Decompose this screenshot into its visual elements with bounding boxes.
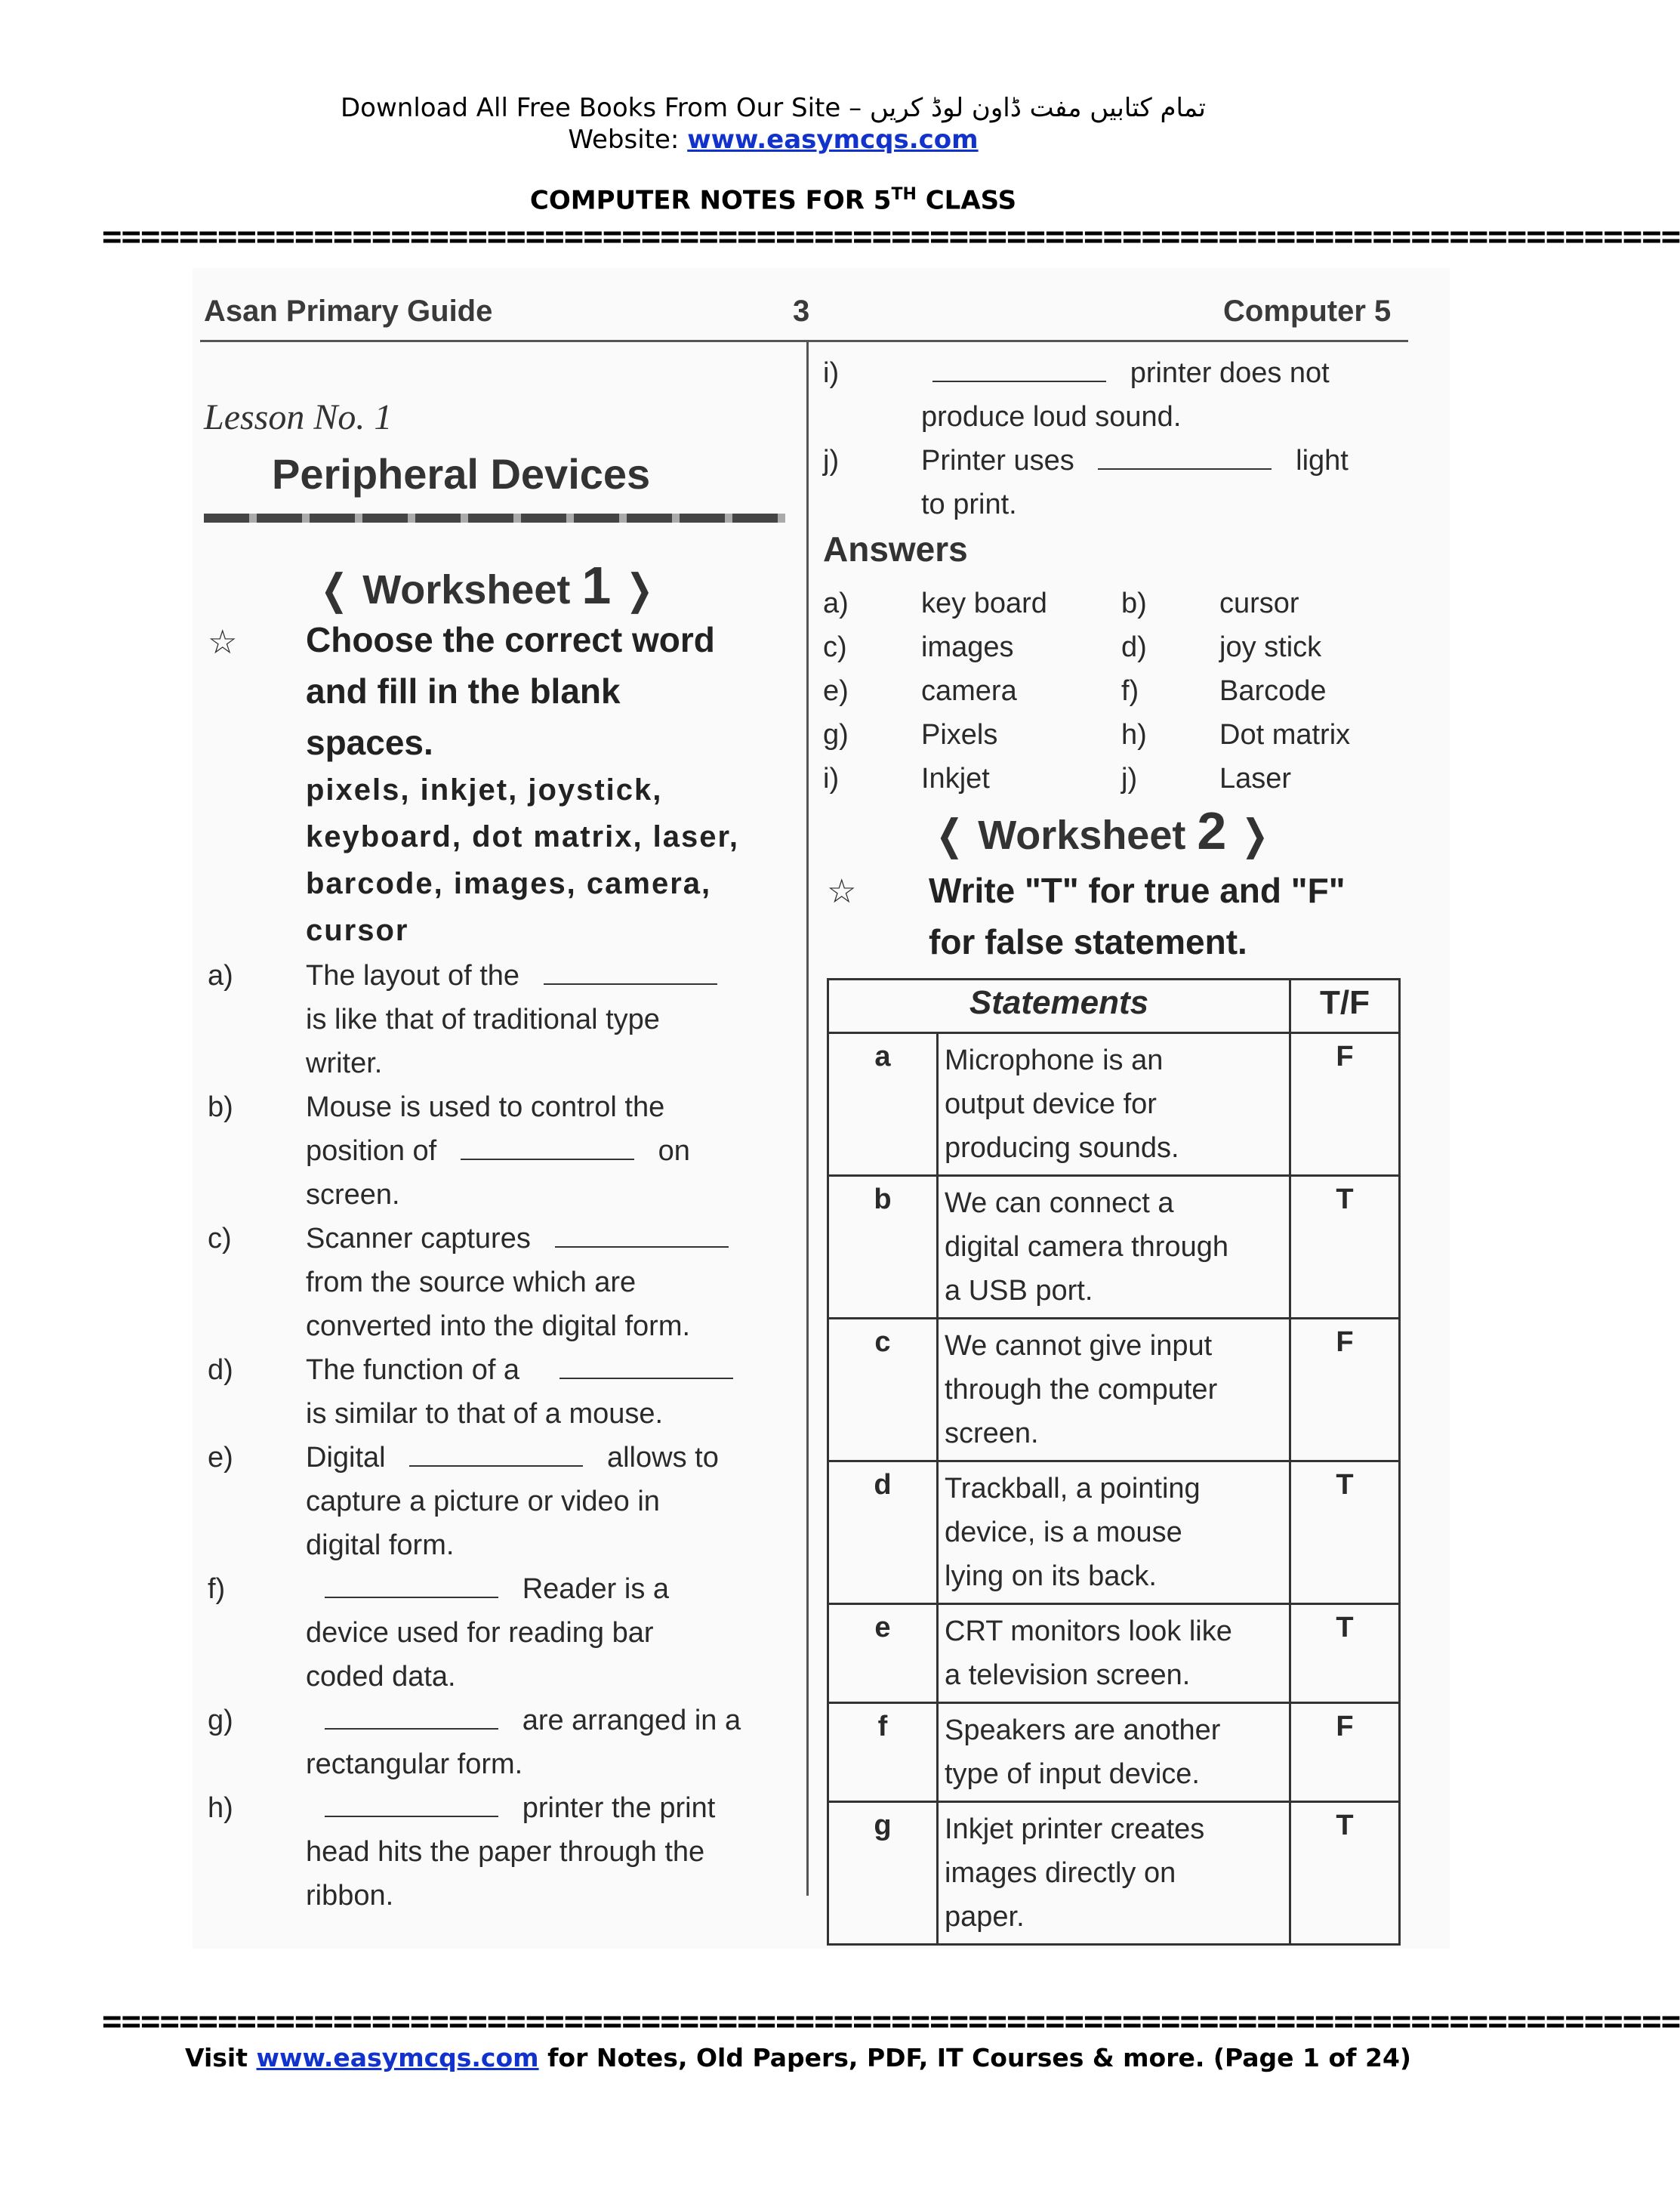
row-statement [938,1802,1290,1945]
question-line: to print. [921,489,1017,520]
row-tf: F [1290,1033,1400,1176]
answer-label: e) [823,675,849,707]
statement-line: a USB port. [945,1275,1093,1307]
row-statement [938,1703,1290,1802]
statement-line: a television screen. [945,1659,1191,1691]
ornament-icon: ❭ [622,567,657,613]
question-line [325,1786,715,1830]
title-rule [204,514,785,523]
worksheet-label: Worksheet [978,813,1186,858]
question-line: ribbon. [306,1880,394,1912]
answer-blank [555,1224,729,1248]
website-line [0,125,1546,155]
statement-line: producing sounds. [945,1132,1179,1164]
statement-line: paper. [945,1901,1025,1933]
question-label: e) [208,1442,233,1474]
table-row [828,1033,1400,1176]
worksheet-1-heading [317,555,657,616]
header-statements: Statements [828,980,1290,1033]
question-label: d) [208,1354,233,1386]
row-tf: T [1290,1604,1400,1703]
statement-line: digital camera through [945,1231,1228,1263]
answer-value: Inkjet [921,763,990,795]
statement-line: We can connect a [945,1187,1174,1219]
row-tf: T [1290,1176,1400,1319]
instruction-1-line-2: and fill in the blank [306,671,621,711]
answer-label: f) [1121,675,1139,707]
question-line [306,1348,733,1392]
question-label: h) [208,1792,233,1824]
question-line [325,1699,741,1742]
row-tf: T [1290,1802,1400,1945]
question-line [306,1436,719,1480]
answer-value: Barcode [1219,675,1327,707]
word-bank-line-4: cursor [306,914,409,947]
title-sup: TH [891,185,917,204]
statement-line: through the computer [945,1374,1218,1406]
lesson-title: Peripheral Devices [272,450,651,498]
answer-blank [409,1443,583,1467]
question-line [921,439,1349,483]
answer-value: Dot matrix [1219,719,1351,751]
answer-value: cursor [1219,588,1299,619]
answer-value: key board [921,588,1047,619]
statement-line: screen. [945,1418,1039,1449]
statement-line: Speakers are another [945,1714,1221,1746]
answer-value: Laser [1219,763,1292,795]
worksheet-label: Worksheet [362,567,571,613]
row-tf: F [1290,1319,1400,1461]
row-id: e [828,1604,938,1703]
separator-bottom: ================================================================================== [102,2002,1680,2041]
scanned-page [193,268,1450,1949]
question-line: is similar to that of a mouse. [306,1398,664,1430]
row-id: c [828,1319,938,1461]
table-row [828,1604,1400,1703]
question-text: The function of a [306,1354,520,1386]
worksheet-number: 1 [581,556,612,615]
answers-grid [823,582,1397,801]
question-line: digital form. [306,1529,455,1561]
table-row [828,1461,1400,1604]
footer-line [185,2043,1411,2072]
answer-row [823,713,1397,757]
answer-row [823,625,1397,669]
answer-label: i) [823,763,840,795]
row-statement [938,1033,1290,1176]
answer-blank [1098,446,1272,470]
question-line: coded data. [306,1661,456,1693]
footer-text: for Notes, Old Papers, PDF, IT Courses & more. (Page 1 of 24) [547,2043,1412,2072]
answer-blank [461,1136,634,1160]
answer-blank [932,358,1106,382]
answer-blank [325,1705,498,1730]
question-text: on [658,1135,690,1167]
question-line: converted into the digital form. [306,1310,691,1342]
question-text: Digital [306,1442,386,1474]
answer-label: j) [1121,763,1138,795]
question-line: writer. [306,1048,383,1079]
question-line: screen. [306,1179,400,1211]
word-bank-line-2: keyboard, dot matrix, laser, [306,820,739,853]
running-head-left: Asan Primary Guide [204,295,493,328]
answer-blank [325,1574,498,1598]
answers-heading: Answers [823,529,968,569]
download-text: Download All Free Books From Our Site – تمام کتابیں مفت ڈاون لوڈ کریں [340,93,1206,123]
footer-visit: Visit [185,2043,248,2072]
answer-row [823,757,1397,801]
statement-line: device, is a mouse [945,1517,1182,1548]
answer-value: joy stick [1219,631,1322,663]
question-text: The layout of the [306,960,520,992]
answer-label: a) [823,588,849,619]
question-line: Mouse is used to control the [306,1091,665,1123]
answer-label: b) [1121,588,1147,619]
question-line: is like that of traditional type [306,1004,660,1035]
table-row [828,1703,1400,1802]
answer-label: d) [1121,631,1147,663]
statement-line: Inkjet printer creates [945,1813,1205,1845]
question-label: a) [208,960,233,992]
row-id: d [828,1461,938,1604]
row-id: a [828,1033,938,1176]
question-text: printer does not [1130,357,1330,389]
statement-line: We cannot give input [945,1330,1213,1362]
question-line: head hits the paper through the [306,1836,705,1868]
question-text: Printer uses [921,445,1074,477]
question-line: rectangular form. [306,1748,523,1780]
answer-value: Pixels [921,719,998,751]
question-text: position of [306,1135,437,1167]
instruction-1-line-1: Choose the correct word [306,620,715,659]
row-statement [938,1319,1290,1461]
answer-row [823,669,1397,713]
running-head-page: 3 [793,295,810,328]
answer-label: c) [823,631,847,663]
question-text: Scanner captures [306,1223,531,1254]
question-text: are arranged in a [522,1705,741,1736]
question-label: f) [208,1573,226,1605]
worksheet-2-heading [932,801,1272,861]
answer-row [823,582,1397,625]
question-label: b) [208,1091,233,1123]
column-divider [806,340,809,1896]
question-line [306,954,717,998]
row-id: g [828,1802,938,1945]
table-row [828,1176,1400,1319]
statement-line: images directly on [945,1857,1176,1889]
question-line [306,1217,729,1261]
table-row [828,1319,1400,1461]
ornament-icon: ❬ [932,813,967,858]
question-text: Reader is a [522,1573,670,1605]
instruction-2-line-1: Write "T" for true and "F" [929,871,1346,910]
answer-value: images [921,631,1014,663]
row-tf: T [1290,1461,1400,1604]
row-id: b [828,1176,938,1319]
question-line: device used for reading bar [306,1617,654,1649]
star-icon: ☆ [208,624,238,661]
lesson-label: Lesson No. 1 [204,397,393,437]
ornament-icon: ❭ [1238,813,1272,858]
question-text: light [1296,445,1349,477]
star-icon: ☆ [827,873,857,910]
row-statement [938,1461,1290,1604]
row-statement [938,1176,1290,1319]
title-end: CLASS [925,185,1017,216]
statement-line: output device for [945,1088,1157,1120]
question-line [325,1567,669,1611]
head-rule [200,340,1408,342]
row-id: f [828,1703,938,1802]
question-line: from the source which are [306,1267,637,1298]
answer-blank [544,961,717,985]
answer-label: g) [823,719,849,751]
table-row [828,1802,1400,1945]
question-text: allows to [606,1442,719,1474]
answer-label: h) [1121,719,1147,751]
question-label: i) [823,357,840,389]
page-title [0,185,1546,215]
separator-top: ================================================================================== [102,218,1680,256]
answer-blank [325,1793,498,1817]
question-line [932,351,1330,395]
statement-line: lying on its back. [945,1560,1157,1592]
row-statement [938,1604,1290,1703]
footer-link[interactable]: www.easymcqs.com [256,2043,539,2072]
download-banner [0,93,1546,123]
worksheet-number: 2 [1197,801,1227,860]
website-label: Website: [568,125,680,155]
word-bank-line-1: pixels, inkjet, joystick, [306,773,663,807]
question-line [306,1129,690,1173]
question-text: printer the print [522,1792,716,1824]
word-bank-line-3: barcode, images, camera, [306,867,712,900]
question-line: produce loud sound. [921,401,1182,433]
website-link[interactable]: www.easymcqs.com [687,125,979,155]
statement-line: type of input device. [945,1758,1200,1790]
question-label: g) [208,1705,233,1736]
question-line: capture a picture or video in [306,1486,660,1517]
question-label: c) [208,1223,232,1254]
true-false-table [827,978,1401,1946]
row-tf: F [1290,1703,1400,1802]
instruction-1-line-3: spaces. [306,723,433,762]
header-tf: T/F [1290,980,1400,1033]
question-label: j) [823,445,840,477]
answer-blank [559,1355,733,1379]
table-header-row [828,980,1400,1033]
statement-line: CRT monitors look like [945,1616,1232,1647]
title-main: COMPUTER NOTES FOR 5 [529,185,892,216]
answer-value: camera [921,675,1017,707]
statement-line: Trackball, a pointing [945,1473,1201,1504]
instruction-2-line-2: for false statement. [929,922,1247,961]
ornament-icon: ❬ [317,567,352,613]
statement-line: Microphone is an [945,1045,1164,1076]
running-head-right: Computer 5 [1223,295,1392,328]
